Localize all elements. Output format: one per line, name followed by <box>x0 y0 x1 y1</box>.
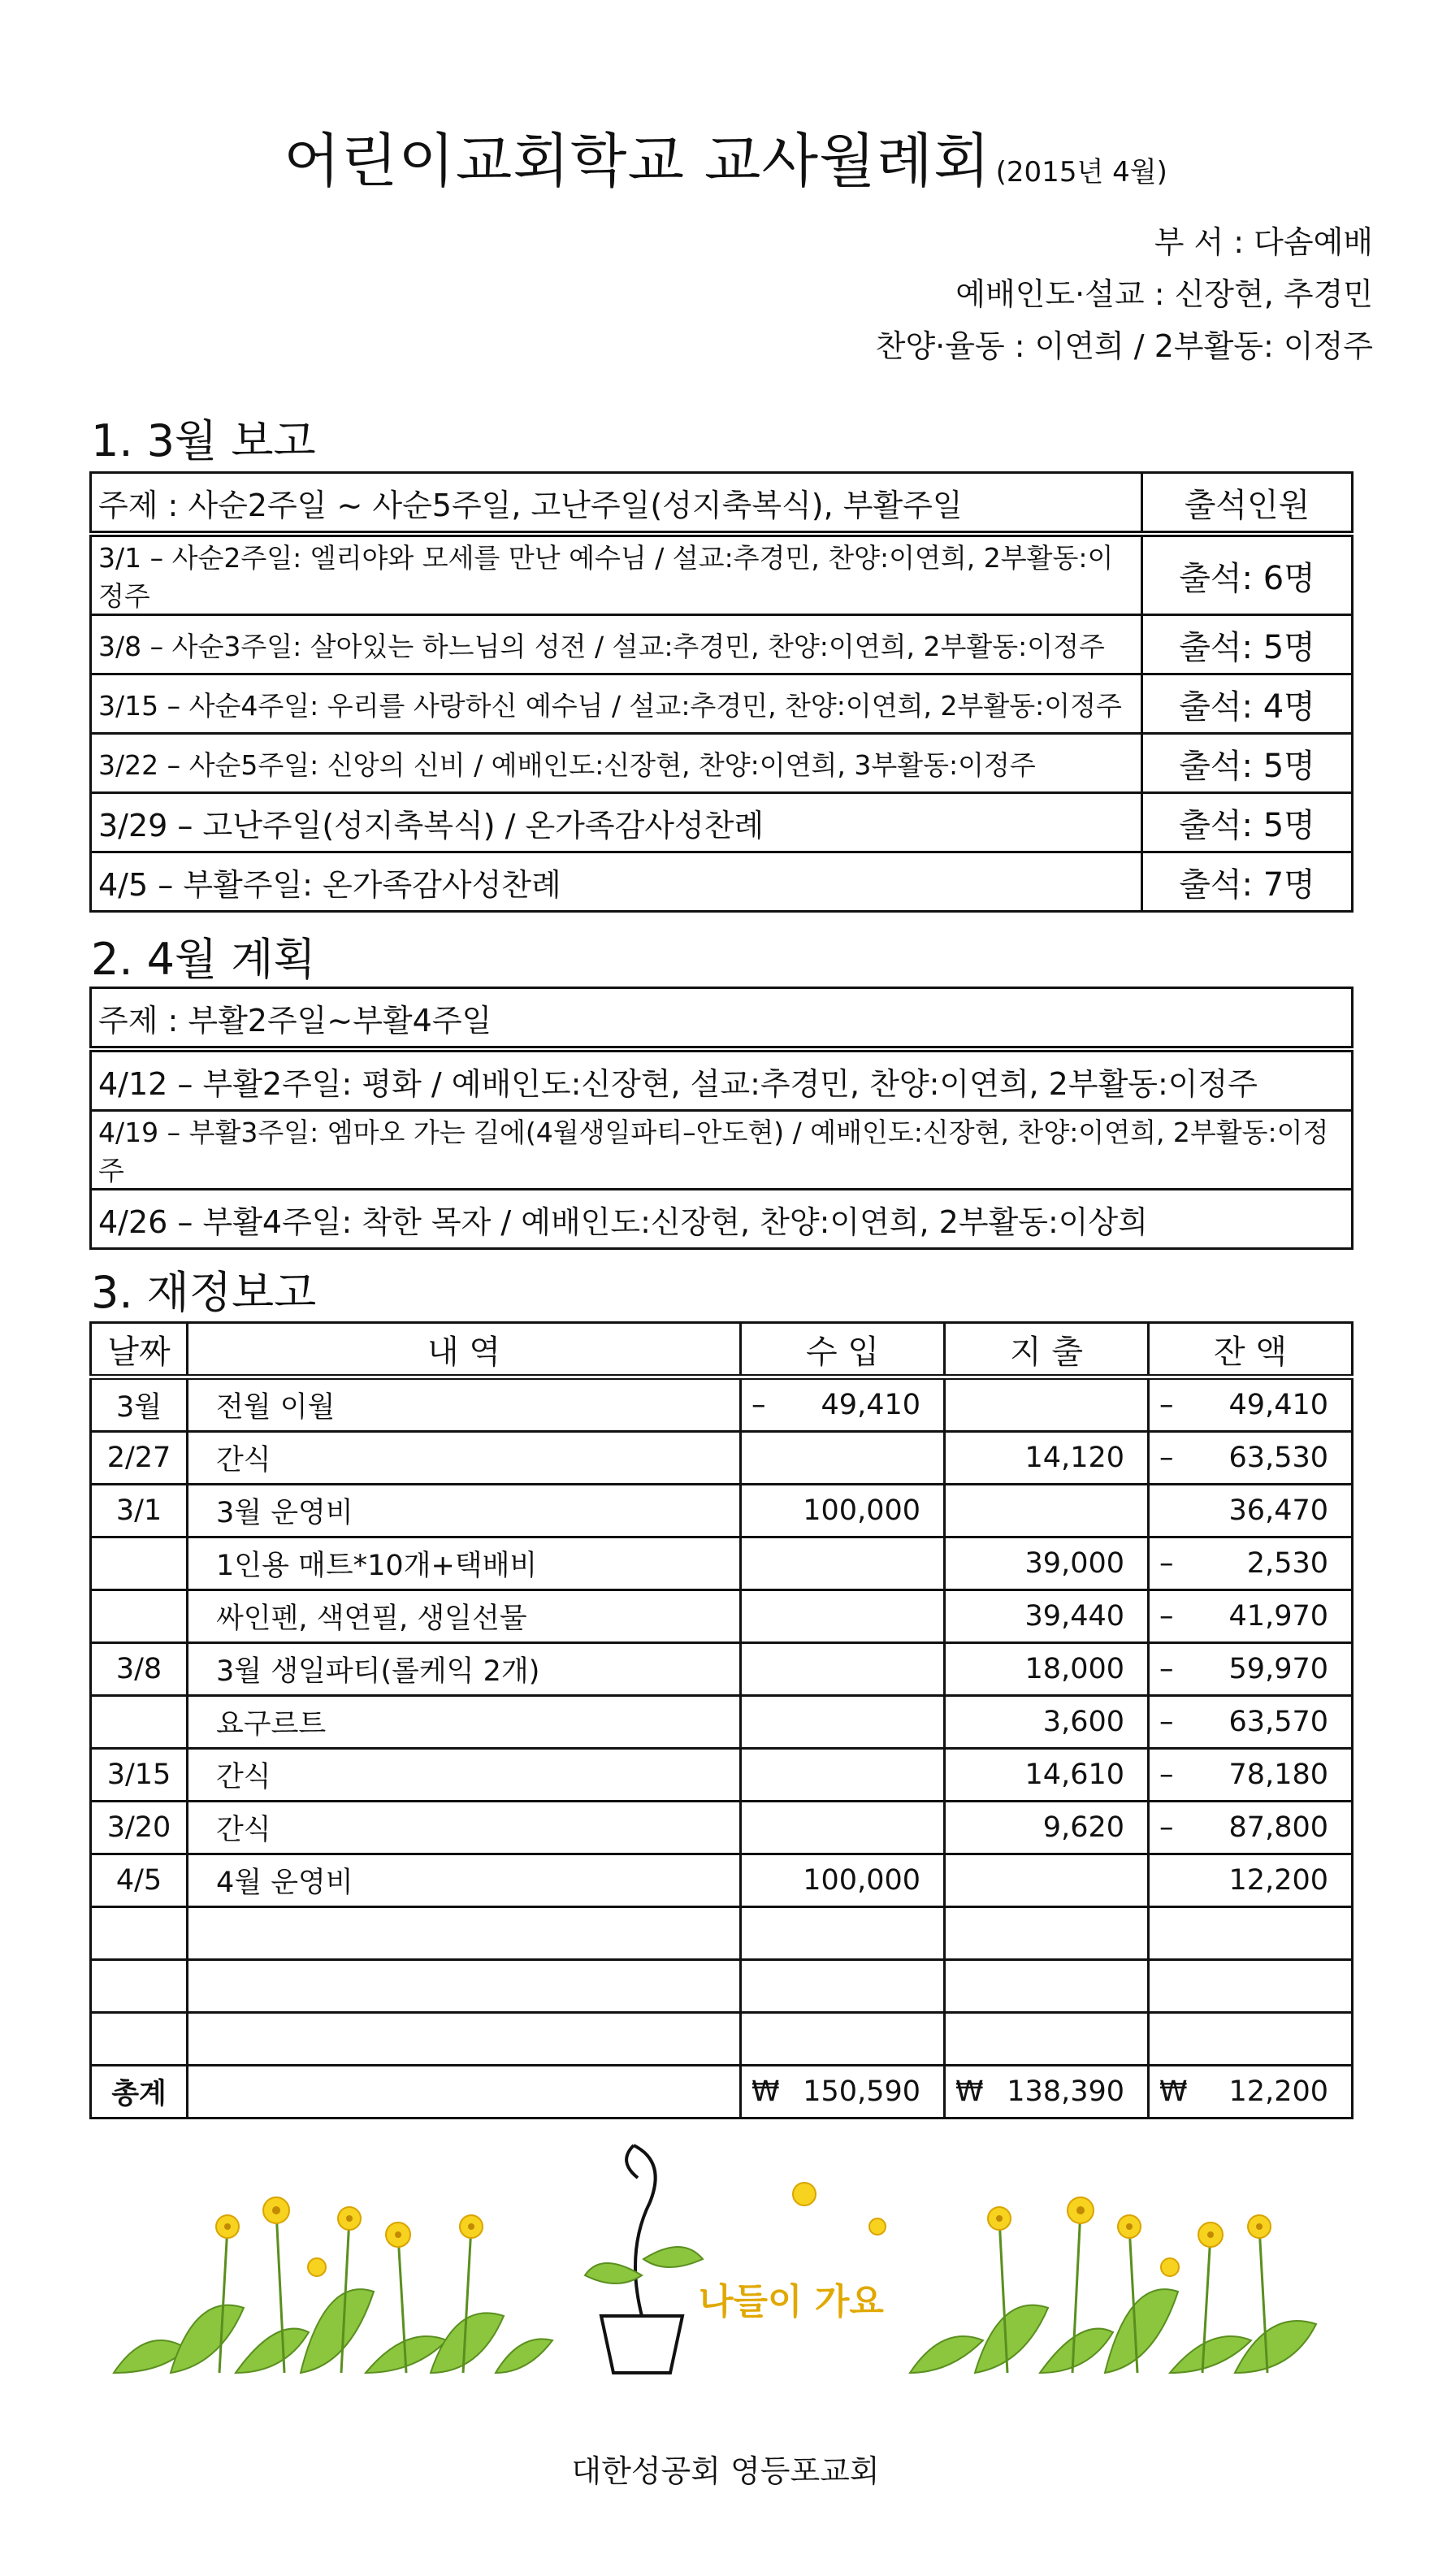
section2-heading: 2. 4월 계획 <box>91 934 316 985</box>
row-desc <box>188 2013 741 2066</box>
section3-heading: 3. 재정보고 <box>91 1267 317 1318</box>
title-date: (2015년 4월) <box>995 156 1167 189</box>
report-item: 3/8 – 사순3주일: 살아있는 하느님의 성전 / 설교:추경민, 찬양:이연희, 2부활동:이정주 <box>91 615 1142 674</box>
row-income <box>741 1485 945 1537</box>
row-desc-text: 3월 생일파티(롤케익 2개) <box>216 1655 540 1688</box>
row-expense <box>945 1696 1149 1749</box>
total-balance-value: 12,200 <box>1228 2075 1328 2108</box>
finance-table <box>89 1321 1354 2119</box>
balance-value: 87,800 <box>1228 1811 1328 1844</box>
attendance-count: 출석: 4명 <box>1142 674 1353 734</box>
expense-header: 지 출 <box>945 1323 1149 1377</box>
row-expense <box>945 1485 1149 1537</box>
table-row <box>91 1049 1353 1111</box>
row-date <box>91 1377 188 1432</box>
row-desc <box>188 1643 741 1696</box>
row-income <box>741 1960 945 2013</box>
footer-church: 대한성공회 영등포교회 <box>571 2453 880 2489</box>
table-row <box>91 1854 1353 1907</box>
table-row <box>91 1960 1353 2013</box>
row-expense <box>945 2013 1149 2066</box>
row-date-text: 3/15 <box>106 1759 171 1791</box>
row-expense <box>945 1590 1149 1643</box>
flower-illustration <box>97 2129 1354 2397</box>
minus-sign: – <box>1159 1653 1174 1685</box>
expense-value: 14,120 <box>1024 1442 1124 1474</box>
minus-sign: – <box>1159 1600 1174 1633</box>
attendance-count: 출석: 5명 <box>1142 734 1353 793</box>
report-item: 3/15 – 사순4주일: 우리를 사랑하신 예수님 / 설교:추경민, 찬양:이연희, 2부활동:이정주 <box>91 674 1142 734</box>
row-desc <box>188 1854 741 1907</box>
row-balance <box>1149 1960 1353 2013</box>
row-desc-text: 간식 <box>216 1444 271 1477</box>
row-balance <box>1149 1537 1353 1590</box>
total-label: 총계 <box>91 2066 188 2118</box>
expense-value: 3,600 <box>1042 1706 1124 1738</box>
income-value: 100,000 <box>803 1494 920 1527</box>
row-income <box>741 1377 945 1432</box>
report-item: 3/29 – 고난주일(성지축복식) / 온가족감사성찬례 <box>91 793 1142 852</box>
attendance-count: 출석: 7명 <box>1142 852 1353 912</box>
row-desc-text: 싸인펜, 색연필, 생일선물 <box>216 1602 527 1635</box>
table-row <box>91 1377 1353 1432</box>
plan-table <box>89 987 1354 1250</box>
row-desc <box>188 1749 741 1802</box>
income-value: 100,000 <box>803 1864 920 1897</box>
total-expense-value: 138,390 <box>1007 2075 1124 2108</box>
meta-department: 부 서 : 다솜예배 <box>1154 224 1373 260</box>
total-balance <box>1149 2066 1353 2118</box>
report-item: 3/22 – 사순5주일: 신앙의 신비 / 예배인도:신장현, 찬양:이연희, 3부활동:이정주 <box>91 734 1142 793</box>
report-item: 3/1 – 사순2주일: 엘리야와 모세를 만난 예수님 / 설교:추경민, 찬양:이연희, 2부활동:이정주 <box>91 534 1142 615</box>
row-expense <box>945 1643 1149 1696</box>
row-date <box>91 1537 188 1590</box>
row-date <box>91 1485 188 1537</box>
balance-value: 36,470 <box>1228 1494 1328 1527</box>
meta-leaders: 예배인도·설교 : 신장현, 추경민 <box>955 276 1373 312</box>
finance-total-row <box>91 2066 1353 2118</box>
row-balance <box>1149 1643 1353 1696</box>
row-balance <box>1149 1749 1353 1802</box>
row-desc-text: 요구르트 <box>216 1708 327 1741</box>
row-date-text: 3/8 <box>115 1653 162 1685</box>
table-row <box>91 1111 1353 1190</box>
date-header: 날짜 <box>91 1323 188 1377</box>
total-income <box>741 2066 945 2118</box>
total-desc <box>188 2066 741 2118</box>
row-balance <box>1149 1696 1353 1749</box>
row-expense <box>945 1432 1149 1485</box>
row-desc <box>188 1432 741 1485</box>
attendance-count: 출석: 5명 <box>1142 615 1353 674</box>
row-date <box>91 1802 188 1854</box>
won-symbol: ₩ <box>955 2075 984 2108</box>
illustration-caption: 나들이 가요 <box>699 2281 884 2322</box>
row-date-text: 4/5 <box>115 1864 162 1897</box>
row-date <box>91 1749 188 1802</box>
meta-info <box>876 216 1373 372</box>
row-expense <box>945 1960 1149 2013</box>
row-expense <box>945 1907 1149 1960</box>
table-row <box>91 852 1353 912</box>
row-income <box>741 1590 945 1643</box>
desc-header: 내 역 <box>188 1323 741 1377</box>
row-income <box>741 1643 945 1696</box>
table-row <box>91 615 1353 674</box>
row-date-text: 3월 <box>115 1391 162 1424</box>
table-row <box>91 534 1353 615</box>
table-row <box>91 1590 1353 1643</box>
row-desc <box>188 1802 741 1854</box>
balance-value: 2,530 <box>1246 1547 1328 1580</box>
balance-value: 59,970 <box>1228 1653 1328 1685</box>
report-header-row <box>91 473 1353 535</box>
balance-value: 78,180 <box>1228 1759 1328 1791</box>
row-date <box>91 1960 188 2013</box>
row-date <box>91 1696 188 1749</box>
row-balance <box>1149 1377 1353 1432</box>
row-desc-text: 4월 운영비 <box>216 1867 353 1899</box>
row-date-text: 3/1 <box>115 1494 162 1527</box>
expense-value: 39,440 <box>1024 1600 1124 1633</box>
row-date <box>91 1432 188 1485</box>
row-income <box>741 2013 945 2066</box>
row-income <box>741 1907 945 1960</box>
finance-header-row <box>91 1323 1353 1377</box>
row-desc <box>188 1696 741 1749</box>
plan-item: 4/26 – 부활4주일: 착한 목자 / 예배인도:신장현, 찬양:이연희, 2부활동:이상희 <box>91 1190 1353 1249</box>
row-desc-text: 1인용 매트*10개+택배비 <box>216 1550 538 1582</box>
row-desc <box>188 1907 741 1960</box>
table-row <box>91 1643 1353 1696</box>
row-date <box>91 1590 188 1643</box>
balance-header: 잔 액 <box>1149 1323 1353 1377</box>
table-row <box>91 1190 1353 1249</box>
row-balance <box>1149 1432 1353 1485</box>
minus-sign: – <box>1159 1389 1174 1421</box>
row-date <box>91 1643 188 1696</box>
table-row <box>91 1432 1353 1485</box>
row-desc <box>188 1960 741 2013</box>
table-row <box>91 793 1353 852</box>
balance-value: 12,200 <box>1228 1864 1328 1897</box>
table-row <box>91 734 1353 793</box>
row-expense <box>945 1749 1149 1802</box>
row-date <box>91 1907 188 1960</box>
row-expense <box>945 1377 1149 1432</box>
total-income-value: 150,590 <box>803 2075 920 2108</box>
row-date <box>91 1854 188 1907</box>
row-expense <box>945 1537 1149 1590</box>
report-topic: 주제 : 사순2주일 ~ 사순5주일, 고난주일(성지축복식), 부활주일 <box>91 473 1142 535</box>
minus-sign: – <box>1159 1811 1174 1844</box>
won-symbol: ₩ <box>751 2075 780 2108</box>
row-income <box>741 1749 945 1802</box>
plan-item: 4/12 – 부활2주일: 평화 / 예배인도:신장현, 설교:추경민, 찬양:이연희, 2부활동:이정주 <box>91 1049 1353 1111</box>
balance-value: 63,530 <box>1228 1442 1328 1474</box>
minus-sign: – <box>1159 1706 1174 1738</box>
expense-value: 14,610 <box>1024 1759 1124 1791</box>
plan-header-row <box>91 988 1353 1050</box>
row-desc <box>188 1377 741 1432</box>
attendance-count: 출석: 5명 <box>1142 793 1353 852</box>
table-row <box>91 1537 1353 1590</box>
table-row <box>91 1907 1353 1960</box>
row-balance <box>1149 1854 1353 1907</box>
row-desc-text: 간식 <box>216 1814 271 1846</box>
row-balance <box>1149 1907 1353 1960</box>
minus-sign: – <box>751 1389 766 1421</box>
row-income <box>741 1537 945 1590</box>
flower-garden-icon <box>97 2129 1354 2397</box>
balance-value: 41,970 <box>1228 1600 1328 1633</box>
row-income <box>741 1802 945 1854</box>
balance-value: 63,570 <box>1228 1706 1328 1738</box>
table-row <box>91 674 1353 734</box>
row-balance <box>1149 1802 1353 1854</box>
table-row <box>91 2013 1353 2066</box>
minus-sign: – <box>1159 1759 1174 1791</box>
total-expense <box>945 2066 1149 2118</box>
row-desc-text: 간식 <box>216 1761 271 1793</box>
row-desc-text: 3월 운영비 <box>216 1497 353 1529</box>
income-value: 49,410 <box>821 1389 920 1421</box>
report-table <box>89 471 1354 913</box>
row-balance <box>1149 2013 1353 2066</box>
row-date-text: 2/27 <box>106 1442 171 1474</box>
plan-topic: 주제 : 부활2주일~부활4주일 <box>91 988 1353 1050</box>
title-main: 어린이교회학교 교사월례회 <box>284 127 991 195</box>
expense-value: 9,620 <box>1042 1811 1124 1844</box>
row-desc <box>188 1590 741 1643</box>
section1-heading: 1. 3월 보고 <box>91 415 316 466</box>
plan-item: 4/19 – 부활3주일: 엠마오 가는 길에(4월생일파티–안도현) / 예배인도:신장현, 찬양:이연희, 2부활동:이정주 <box>91 1111 1353 1190</box>
expense-value: 39,000 <box>1024 1547 1124 1580</box>
row-income <box>741 1696 945 1749</box>
finance-body <box>91 1377 1353 2066</box>
row-desc-text: 전월 이월 <box>216 1391 336 1424</box>
row-desc <box>188 1537 741 1590</box>
row-expense <box>945 1802 1149 1854</box>
row-date <box>91 2013 188 2066</box>
minus-sign: – <box>1159 1442 1174 1474</box>
minus-sign: – <box>1159 1547 1174 1580</box>
table-row <box>91 1749 1353 1802</box>
won-symbol: ₩ <box>1159 2075 1188 2108</box>
attendance-count: 출석: 6명 <box>1142 534 1353 615</box>
table-row <box>91 1696 1353 1749</box>
table-row <box>91 1485 1353 1537</box>
row-income <box>741 1854 945 1907</box>
row-date-text: 3/20 <box>106 1811 171 1844</box>
meta-music: 찬양·율동 : 이연희 / 2부활동: 이정주 <box>875 328 1373 364</box>
balance-value: 49,410 <box>1228 1389 1328 1421</box>
attendance-header: 출석인원 <box>1142 473 1353 535</box>
document-title <box>0 114 1451 198</box>
income-header: 수 입 <box>741 1323 945 1377</box>
row-desc <box>188 1485 741 1537</box>
row-expense <box>945 1854 1149 1907</box>
expense-value: 18,000 <box>1024 1653 1124 1685</box>
report-item: 4/5 – 부활주일: 온가족감사성찬례 <box>91 852 1142 912</box>
row-balance <box>1149 1590 1353 1643</box>
row-balance <box>1149 1485 1353 1537</box>
row-income <box>741 1432 945 1485</box>
table-row <box>91 1802 1353 1854</box>
